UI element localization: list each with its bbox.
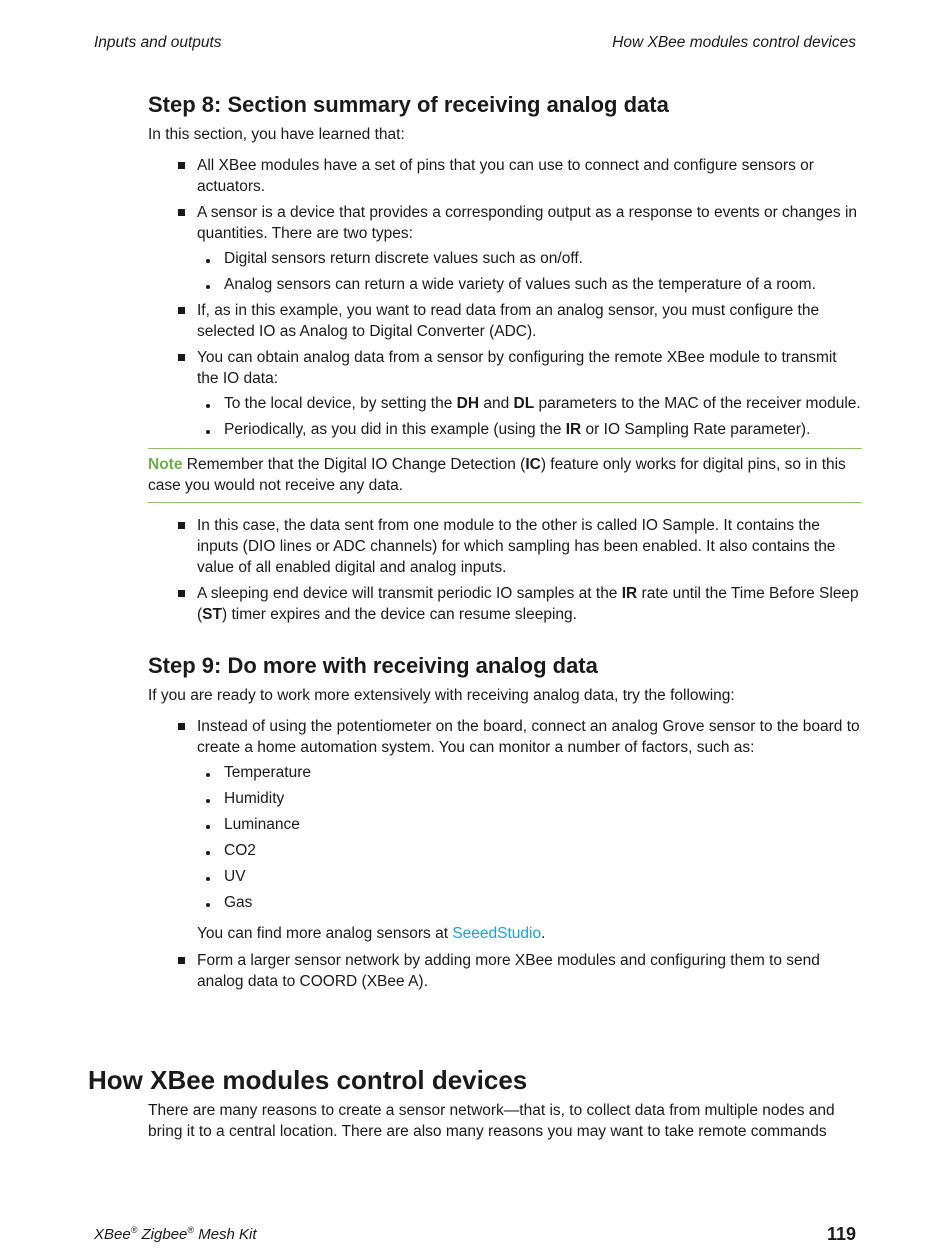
list-item: All XBee modules have a set of pins that you can use to connect and configure sensors or actuators. [148, 155, 862, 197]
footer-doc-title: XBee® Zigbee® Mesh Kit [94, 1225, 257, 1243]
step8-list [148, 155, 862, 440]
list-item: Instead of using the potentiometer on the board, connect an analog Grove sensor to the board to create a home automation system. You can monitor a number of factors, such as: Temperature Humidity Luminance CO2 UV Gas [148, 716, 862, 913]
running-header-right: How XBee modules control devices [612, 34, 856, 51]
step9-intro: If you are ready to work more extensively with receiving analog data, try the following: [148, 687, 735, 704]
section-heading: How XBee modules control devices [88, 1065, 528, 1095]
main-content [148, 90, 862, 997]
transmit-options-list [197, 393, 862, 440]
list-item: Gas [197, 892, 862, 913]
list-item: A sensor is a device that provides a corresponding output as a response to events or changes in quantities. There are two types: Digital sensors return discrete values such as on/off. Analog sensors can return a wide variety of values such as the temperature of a room. [148, 202, 862, 295]
list-item: You can obtain analog data from a sensor by configuring the remote XBee module to transmit the IO data: To the local device, by setting the DH and DL parameters to the MAC of the receiver module. Periodically, as you did in this example (using the IR or IO Sampling Rate parameter). [148, 347, 862, 440]
list-item: A sleeping end device will transmit periodic IO samples at the IR rate until the Time Before Sleep (ST) timer expires and the device can resume sleeping. [148, 583, 862, 625]
section-body: There are many reasons to create a sensor network—that is, to collect data from multiple nodes and bring it to a central location. There are also many reasons you may want to take remote commands [148, 1102, 835, 1140]
list-item: To the local device, by setting the DH and DL parameters to the MAC of the receiver module. [197, 393, 862, 414]
ic-parameter: IC [525, 456, 541, 473]
seeedstudio-link[interactable]: SeeedStudio [452, 925, 542, 942]
note-box: Note Remember that the Digital IO Change Detection (IC) feature only works for digital pins, so in this case you would not receive any data. [148, 448, 862, 503]
running-header-left: Inputs and outputs [94, 34, 222, 51]
dl-parameter: DL [513, 395, 535, 412]
list-item: Luminance [197, 814, 862, 835]
step8-intro: In this section, you have learned that: [148, 126, 405, 143]
list-item: CO2 [197, 840, 862, 861]
ir-parameter: IR [565, 421, 582, 438]
list-item: In this case, the data sent from one module to the other is called IO Sample. It contains the inputs (DIO lines or ADC channels) for which sampling has been enabled. It also contains the value of all enabled digital and analog inputs. [148, 515, 862, 578]
step8-heading: Step 8: Section summary of receiving analog data [148, 92, 669, 117]
list-item: UV [197, 866, 862, 887]
list-item: If, as in this example, you want to read data from an analog sensor, you must configure the selected IO as Analog to Digital Converter (ADC). [148, 300, 862, 342]
dh-parameter: DH [456, 395, 480, 412]
sensor-types-list [197, 248, 862, 295]
ir-parameter: IR [621, 585, 638, 602]
st-parameter: ST [202, 606, 222, 623]
list-item: Humidity [197, 788, 862, 809]
list-item: Temperature [197, 762, 862, 783]
list-item: Digital sensors return discrete values such as on/off. [197, 248, 862, 269]
list-item: Periodically, as you did in this example (using the IR or IO Sampling Rate parameter). [197, 419, 862, 440]
factors-list [197, 762, 862, 913]
more-sensors-paragraph: You can find more analog sensors at SeeedStudio. [197, 925, 546, 942]
list-item: Analog sensors can return a wide variety of values such as the temperature of a room. [197, 274, 862, 295]
page-number: 119 [826, 1224, 856, 1244]
list-item: Form a larger sensor network by adding more XBee modules and configuring them to send analog data to COORD (XBee A). [148, 950, 862, 992]
step9-list-continued [148, 950, 862, 992]
step9-list [148, 716, 862, 913]
step9-heading: Step 9: Do more with receiving analog data [148, 653, 598, 678]
step8-list-continued [148, 515, 862, 625]
note-label: Note [148, 456, 183, 473]
